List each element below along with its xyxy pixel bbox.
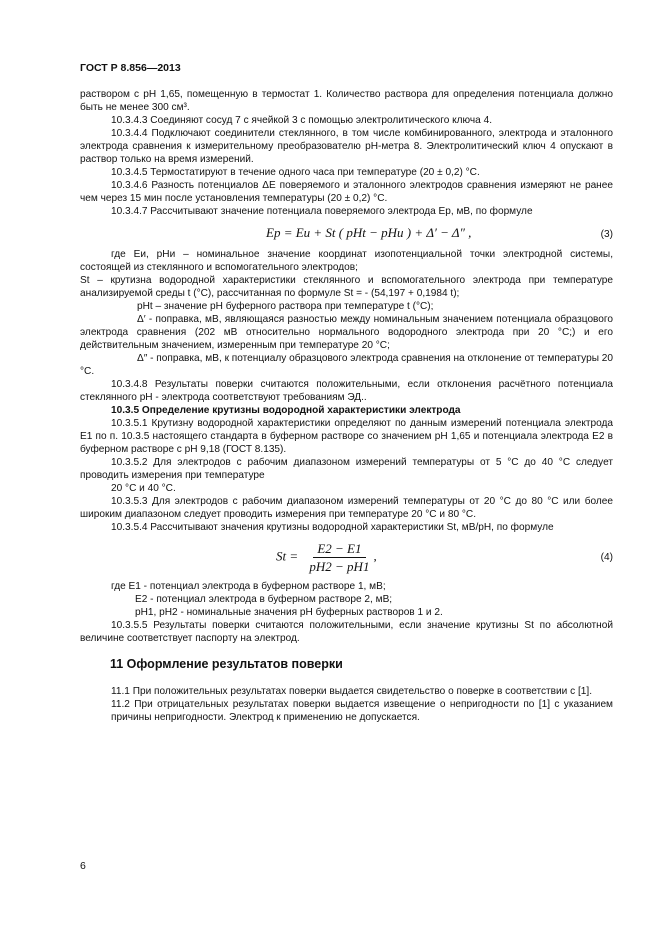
definition: Δ′ - поправка, мВ, являющаяся разностью между номинальным значением потенциала образцового электрода сравнения (202 мВ относительно нормального водородного электрода при 20 °С;) и его действительным значением, измеренным при температуре 20 °С;: [80, 314, 613, 351]
paragraph: 10.3.5.5 Результаты поверки считаются положительными, если значение крутизны St по абсолютной величине соответствует паспорту на электрод.: [80, 620, 613, 644]
definition: pH1, pH2 - номинальные значения рН буферных растворов 1 и 2.: [135, 607, 443, 618]
formula-4-number: (4): [600, 552, 613, 563]
formula-4-expression: [276, 542, 377, 573]
formula-4-lhs: St =: [276, 548, 299, 564]
formula-3: [80, 218, 613, 248]
paragraph: 10.3.5.3 Для электродов с рабочим диапазоном измерений температуры от 20 °С до 80 °С или более широким диапазоном следует проводить измерения при температуре 20 °С и 80 °С.: [80, 496, 613, 520]
formula-3-number: (3): [600, 229, 613, 240]
paragraph: 10.3.5.4 Рассчитывают значения крутизны водородной характеристики St, мВ/рН, по формуле: [111, 522, 554, 533]
paragraph: 10.3.4.3 Соединяют сосуд 7 с ячейкой 3 с помощью электролитического ключа 4.: [111, 115, 493, 126]
paragraph: где Еи, pHи – номинальное значение координат изопотенциальной точки электродной системы, состоящей из стеклянного и вспомогательного электродов;: [80, 249, 613, 273]
section-heading: 10.3.5 Определение крутизны водородной характеристики электрода: [111, 405, 461, 416]
paragraph: 10.3.4.7 Рассчитывают значение потенциала поверяемого электрода Ep, мВ, по формуле: [111, 206, 533, 217]
paragraph: раствором с рН 1,65, помещенную в термостат 1. Количество раствора для определения потенциала должно быть не менее 300 см³.: [80, 89, 613, 113]
section-11-heading: 11 Оформление результатов поверки: [110, 657, 343, 671]
paragraph: 10.3.4.6 Разность потенциалов ΔЕ поверяемого и эталонного электродов сравнения измеряют не ранее чем через 15 мин после установления температуры (20 ± 0,2) °С.: [80, 180, 613, 204]
paragraph: 10.3.4.5 Термостатируют в течение одного часа при температуре (20 ± 0,2) °С.: [111, 167, 480, 178]
paragraph: 10.3.5.1 Крутизну водородной характеристики определяют по данным измерений потенциала электрода Е1 по п. 10.3.5 настоящего стандарта в буферном растворе со значением рН 1,65 и потенциала электрода Е2 в буферном растворе с рН 9,18 (ГОСТ 8.135).: [80, 418, 613, 455]
formula-3-expression: Ep = Eи + St ( pHt − pHи ) + Δ′ − Δ″ ,: [266, 225, 472, 240]
document-body: [80, 88, 613, 724]
paragraph: 10.3.4.4 Подключают соединители стеклянного, в том числе комбинированного, электрода и эталонного электрода сравнения к измерительному преобразователю pH-метра 8. Электролитический ключ 4 опускают в раствор только на время измерений.: [80, 128, 613, 165]
paragraph: 20 °С и 40 °С.: [111, 483, 176, 494]
paragraph: 11.2 При отрицательных результатах поверки выдается извещение о непригодности по [1] с указанием причины непригодности. Электрод к применению не допускается.: [111, 699, 613, 723]
standard-header: ГОСТ Р 8.856—2013: [80, 62, 181, 74]
formula-4-denominator: pH2 − pH1: [309, 559, 370, 574]
paragraph: 10.3.5.2 Для электродов с рабочим диапазоном измерений температуры от 5 °С до 40 °С следует проводить измерения при температуре: [80, 457, 613, 481]
formula-4: [80, 534, 613, 580]
definition: Е2 - потенциал электрода в буферном растворе 2, мВ;: [135, 594, 393, 605]
definition: pHt – значение рН буферного раствора при температуре t (°С);: [137, 301, 434, 312]
formula-4-numerator: E2 − E1: [313, 542, 365, 558]
paragraph: 11.1 При положительных результатах поверки выдается свидетельство о поверке в соответствии с [1].: [111, 686, 592, 697]
formula-4-fraction: [305, 542, 373, 573]
definition: Δ″ - поправка, мВ, к потенциалу образцового электрода сравнения на отклонение от температуры 20 °С.: [80, 353, 613, 377]
paragraph: где Е1 - потенциал электрода в буферном растворе 1, мВ;: [111, 581, 386, 592]
definition: St – крутизна водородной характеристики стеклянного и вспомогательного электрода при температуре анализируемой среды t (°С), рассчитанная по формуле St = - (54,197 + 0,1984 t);: [80, 275, 613, 299]
formula-4-tail: ,: [373, 548, 377, 564]
paragraph: 10.3.4.8 Результаты поверки считаются положительными, если отклонения расчётного потенциала стеклянного рН - электрода соответствуют требованиям ЭД..: [80, 379, 613, 403]
page-number: 6: [80, 860, 86, 872]
